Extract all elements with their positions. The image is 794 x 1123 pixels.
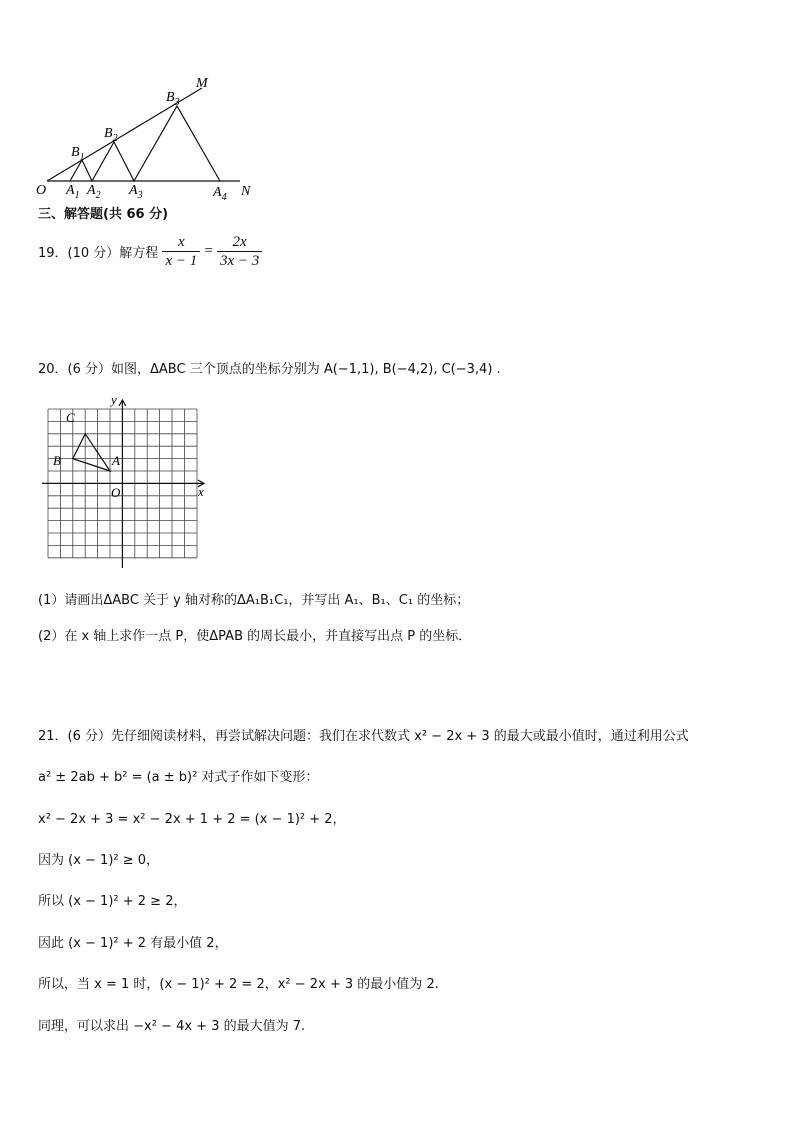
label-b3: $B_3$ — [166, 90, 180, 108]
label-a3: $A_3$ — [129, 183, 143, 201]
label-a2: $A_2$ — [87, 183, 101, 201]
question-20-part-2: (2）在 x 轴上求作一点 P，使ΔPAB 的周长最小，并直接写出点 P 的坐标． — [38, 629, 472, 644]
q19-lhs-denominator: x − 1 — [165, 253, 198, 269]
question-21-line-6: 因此 (x − 1)² + 2 有最小值 2， — [38, 936, 228, 951]
q19-prefix: 19．(10 分）解方程 — [38, 246, 159, 261]
point-a-label: A — [112, 453, 120, 468]
section-heading: 三、解答题(共 66 分) — [38, 207, 169, 222]
q19-lhs-fraction — [162, 233, 200, 270]
question-21-line-5: 所以 (x − 1)² + 2 ≥ 2， — [38, 894, 187, 909]
point-c-label: C — [66, 410, 75, 425]
y-axis-label: y — [111, 392, 117, 407]
point-b-label: B — [53, 453, 61, 468]
question-19 — [38, 233, 262, 270]
question-21-line-8: 同理，可以求出 −x² − 4x + 3 的最大值为 7. — [38, 1019, 306, 1034]
q19-lhs-numerator: x — [162, 233, 200, 252]
label-a1: $A_1$ — [66, 183, 80, 201]
q19-rhs-denominator: 3x − 3 — [219, 253, 260, 269]
question-21-line-7: 所以，当 x = 1 时，(x − 1)² + 2 = 2，x² − 2x + 3 的最小值为 2. — [38, 977, 439, 992]
label-n: N — [241, 184, 251, 199]
label-a4: $A_4$ — [213, 185, 227, 203]
zigzag-segments — [70, 106, 220, 181]
question-21-line-2: a² ± 2ab + b² = (a ± b)² 对式子作如下变形： — [38, 770, 319, 785]
question-21-line-3: x² − 2x + 3 = x² − 2x + 1 + 2 = (x − 1)² + 2， — [38, 812, 346, 827]
question-20-part-1: (1）请画出ΔABC 关于 y 轴对称的ΔA₁B₁C₁，并写出 A₁、B₁、C₁ 的坐标； — [38, 593, 470, 608]
question-21-line-1: 21．(6 分）先仔细阅读材料，再尝试解决问题：我们在求代数式 x² − 2x + 3 的最大或最小值时，通过利用公式 — [38, 729, 689, 744]
q19-equals: = — [204, 243, 213, 259]
question-20-text: 20．(6 分）如图，ΔABC 三个顶点的坐标分别为 A(−1,1), B(−4,2), C(−3,4) . — [38, 362, 501, 377]
triangle-abc — [73, 434, 110, 471]
question-21-line-4: 因为 (x − 1)² ≥ 0， — [38, 853, 160, 868]
label-m: M — [196, 76, 208, 91]
angle-triangles-figure — [30, 70, 270, 205]
label-b2: $B_2$ — [104, 126, 118, 144]
q19-rhs-fraction — [217, 233, 262, 270]
x-axis-label: x — [198, 484, 204, 499]
origin-label: O — [111, 485, 121, 500]
coordinate-grid-figure — [38, 392, 218, 572]
label-o: O — [36, 183, 47, 198]
q19-rhs-numerator: 2x — [217, 233, 262, 252]
label-b1: $B_1$ — [71, 145, 85, 163]
